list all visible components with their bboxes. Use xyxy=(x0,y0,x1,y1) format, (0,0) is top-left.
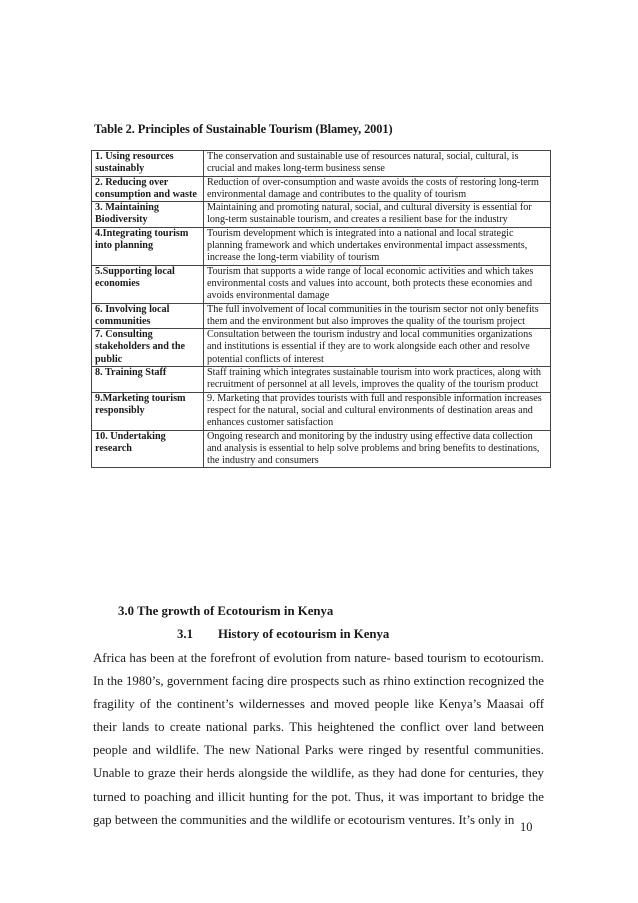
page-number: 10 xyxy=(520,820,533,834)
description-cell: The conservation and sustainable use of resources natural, social, cultural, is crucial and makes long-term business sense xyxy=(204,151,551,177)
body-paragraph: Africa has been at the forefront of evolution from nature- based tourism to ecotourism. In the 1980’s, government facing dire prospects such as rhino extinction recognized the fragility of the continent’s wildernesses and moved people like Kenya’s Maasai off their lands to create national parks. This heightened the conflict over land between people and wildlife. The new National Parks were ringed by resentful communities. Unable to graze their herds alongside the wildlife, as they had done for centuries, they turned to poaching and illicit hunting for the pot. Thus, it was important to bridge the gap between the communities and the wildlife or ecotourism ventures. It’s only in xyxy=(93,651,544,827)
principle-cell: 2. Reducing over consumption and waste xyxy=(92,176,204,202)
principle-cell: 9.Marketing tourism responsibly xyxy=(92,392,204,430)
subsection-title: History of ecotourism in Kenya xyxy=(218,627,390,641)
principle-cell: 8. Training Staff xyxy=(92,367,204,393)
principle-cell: 10. Undertaking research xyxy=(92,430,204,468)
principles-table xyxy=(91,150,551,468)
description-cell: Reduction of over-consumption and waste avoids the costs of restoring long-term environmental damage and contributes to the quality of tourism xyxy=(204,176,551,202)
description-cell: The full involvement of local communities in the tourism sector not only benefits them and the environment but also improves the quality of the tourism project xyxy=(204,303,551,329)
description-cell: 9. Marketing that provides tourists with full and responsible information increases respect for the natural, social and cultural environments of destination areas and enhances customer satisfaction xyxy=(204,392,551,430)
description-cell: Maintaining and promoting natural, social, and cultural diversity is essential for long-term sustainable tourism, and creates a resilient base for the industry xyxy=(204,202,551,228)
principle-cell: 7. Consulting stakeholders and the public xyxy=(92,329,204,367)
subsection-heading xyxy=(177,627,389,642)
description-cell: Tourism development which is integrated into a national and local strategic planning framework and which undertakes environmental impact assessments, increase the long-term viability of tourism xyxy=(204,227,551,265)
subsection-number: 3.1 xyxy=(177,627,193,641)
table-row xyxy=(92,176,551,202)
table-row xyxy=(92,265,551,303)
principle-cell: 1. Using resources sustainably xyxy=(92,151,204,177)
table-row xyxy=(92,392,551,430)
description-cell: Consultation between the tourism industry and local communities organizations and institutions is essential if they are to work alongside each other and resolve potential conflicts of interest xyxy=(204,329,551,367)
description-cell: Staff training which integrates sustainable tourism into work practices, along with recruitment of personnel at all levels, improves the quality of the tourism product xyxy=(204,367,551,393)
table-row xyxy=(92,430,551,468)
table-caption: Table 2. Principles of Sustainable Tourism (Blamey, 2001) xyxy=(94,122,393,136)
table-row xyxy=(92,227,551,265)
table-row xyxy=(92,151,551,177)
principle-cell: 5.Supporting local economies xyxy=(92,265,204,303)
description-cell: Tourism that supports a wide range of local economic activities and which takes environmental costs and values into account, both protects these economies and avoids environmental damage xyxy=(204,265,551,303)
principle-cell: 4.Integrating tourism into planning xyxy=(92,227,204,265)
description-cell: Ongoing research and monitoring by the industry using effective data collection and analysis is essential to help solve problems and bring benefits to destinations, the industry and consumers xyxy=(204,430,551,468)
principle-cell: 3. Maintaining Biodiversity xyxy=(92,202,204,228)
table-row xyxy=(92,303,551,329)
table-row xyxy=(92,329,551,367)
section-heading: 3.0 The growth of Ecotourism in Kenya xyxy=(118,604,334,618)
table-row xyxy=(92,202,551,228)
principle-cell: 6. Involving local communities xyxy=(92,303,204,329)
table-row xyxy=(92,367,551,393)
